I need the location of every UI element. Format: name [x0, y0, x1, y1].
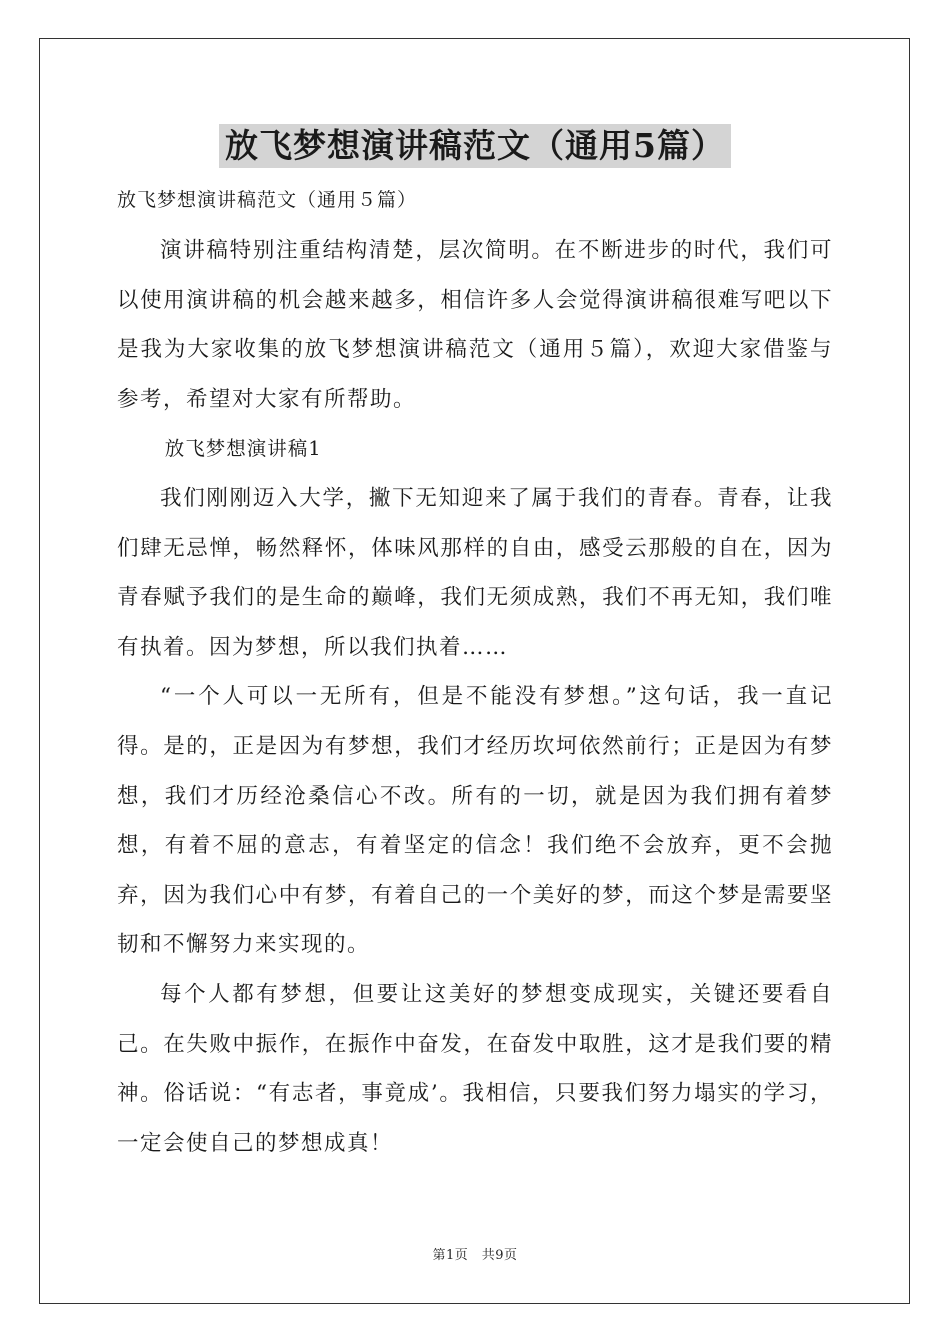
document-subtitle: 放飞梦想演讲稿范文（通用５篇）: [117, 189, 418, 211]
body-paragraph-1: 我们刚刚迈入大学，撇下无知迎来了属于我们的青春。青春，让我们肆无忌惮，畅然释怀，体味风那样的自由，感受云那般的自在，因为青春赋予我们的是生命的巅峰，我们无须成熟，我们不再无知，我们唯有执着。因为梦想，所以我们执着……: [117, 485, 833, 660]
section-heading: 放飞梦想演讲稿1: [164, 437, 322, 461]
document-body: [117, 180, 833, 1168]
document-title: 放飞梦想演讲稿范文（通用5篇）: [219, 124, 731, 168]
page-footer: 第1页 共9页: [432, 1248, 518, 1263]
intro-paragraph: 演讲稿特别注重结构清楚，层次简明。在不断进步的时代，我们可以使用演讲稿的机会越来越多，相信许多人会觉得演讲稿很难写吧以下是我为大家收集的放飞梦想演讲稿范文（通用５篇），欢迎大家借鉴与参考，希望对大家有所帮助。: [117, 238, 833, 412]
body-paragraph-2: “一个人可以一无所有，但是不能没有梦想。”这句话，我一直记得。是的，正是因为有梦想，我们才经历坎坷依然前行；正是因为有梦想，我们才历经沧桑信心不改。所有的一切，就是因为我们拥有着梦想，有着不屈的意志，有着坚定的信念！我们绝不会放弃，更不会抛弃，因为我们心中有梦，有着自己的一个美好的梦，而这个梦是需要坚韧和不懈努力来实现的。: [117, 684, 833, 958]
body-paragraph-3: 每个人都有梦想，但要让这美好的梦想变成现实，关键还要看自己。在失败中振作，在振作中奋发，在奋发中取胜，这才是我们要的精神。俗话说：“有志者，事竟成’。我相信，只要我们努力塌实的学习，一定会使自己的梦想成真！: [117, 981, 833, 1156]
title-container: [0, 124, 950, 168]
